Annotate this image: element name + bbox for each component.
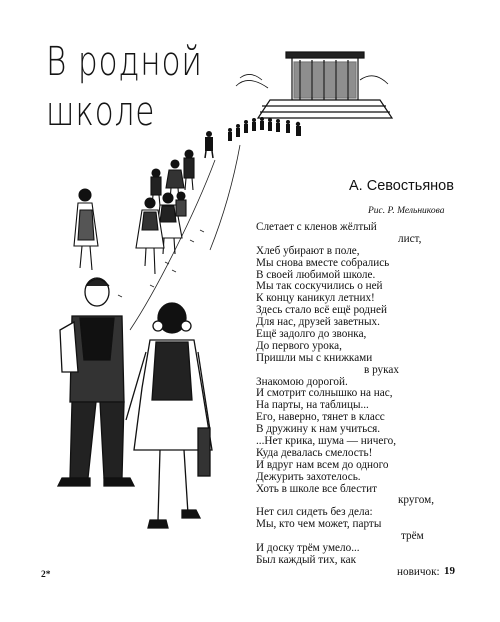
- poem-line: Знакомою дорогой.: [256, 375, 348, 388]
- poem-line: кругом,: [398, 494, 435, 507]
- title-line-2: школе: [46, 89, 156, 135]
- school-building: [236, 52, 392, 118]
- poem-line: трём: [401, 530, 424, 543]
- poem-line: Нет сил сидеть без дела:: [256, 506, 373, 519]
- poem-line: Куда девалась смелость!: [256, 446, 373, 459]
- page-number: 19: [444, 565, 455, 577]
- poem-line: Слетает с кленов жёлтый: [256, 221, 377, 233]
- poem-line: Хоть в школе все блестит: [256, 482, 378, 495]
- poem-line: Ещё задолго до звонка,: [256, 328, 367, 341]
- poem-line: И вдруг нам всем до одного: [256, 458, 389, 471]
- poem-line: До первого урока,: [256, 339, 342, 352]
- illustration-credit: Рис. Р. Мельникова: [368, 206, 445, 216]
- poem-line: Здесь стало всё ещё родней: [256, 304, 387, 317]
- poem-line: ...Нет крика, шума — ничего,: [256, 435, 397, 448]
- boy-foreground: [58, 278, 134, 486]
- poem-line: Хлеб убирают в поле,: [256, 244, 360, 257]
- girl-foreground: [126, 303, 212, 528]
- poem-line: Мы, кто чем может, парты: [256, 518, 382, 531]
- signature-mark: 2*: [41, 570, 51, 580]
- author-name: А. Севостьянов: [349, 178, 454, 194]
- girl-left: [74, 189, 98, 270]
- middle-children: [136, 150, 194, 274]
- poem-line: Был каждый тих, как: [256, 553, 357, 566]
- poem-line: Для нас, друзей заветных.: [256, 316, 380, 329]
- poem-line: К концу каникул летних!: [256, 292, 375, 305]
- poem-line: В дружину к нам учиться.: [256, 423, 381, 436]
- poem-line: Дежурить захотелось.: [256, 470, 361, 483]
- poem-line: В своей любимой школе.: [256, 268, 376, 281]
- poem-line: И доску трём умело...: [256, 542, 360, 555]
- poem-line: в руках: [364, 363, 399, 376]
- poem-line: Пришли мы с книжками: [256, 351, 373, 364]
- poem-line: На парты, на таблицы...: [256, 399, 369, 412]
- poem-line: новичок:: [397, 565, 440, 578]
- poem-line: Мы так соскучились о ней: [256, 280, 383, 293]
- title-line-1: В родной: [46, 39, 203, 85]
- distant-crowd: [205, 117, 301, 158]
- poem-line: Мы снова вместе собрались: [256, 256, 390, 269]
- poem-line: Его, наверно, тянет в класс: [256, 411, 385, 424]
- poem-line: И смотрит солнышко на нас,: [256, 387, 393, 400]
- poem-text: [256, 221, 440, 579]
- poem-line: лист,: [398, 232, 422, 245]
